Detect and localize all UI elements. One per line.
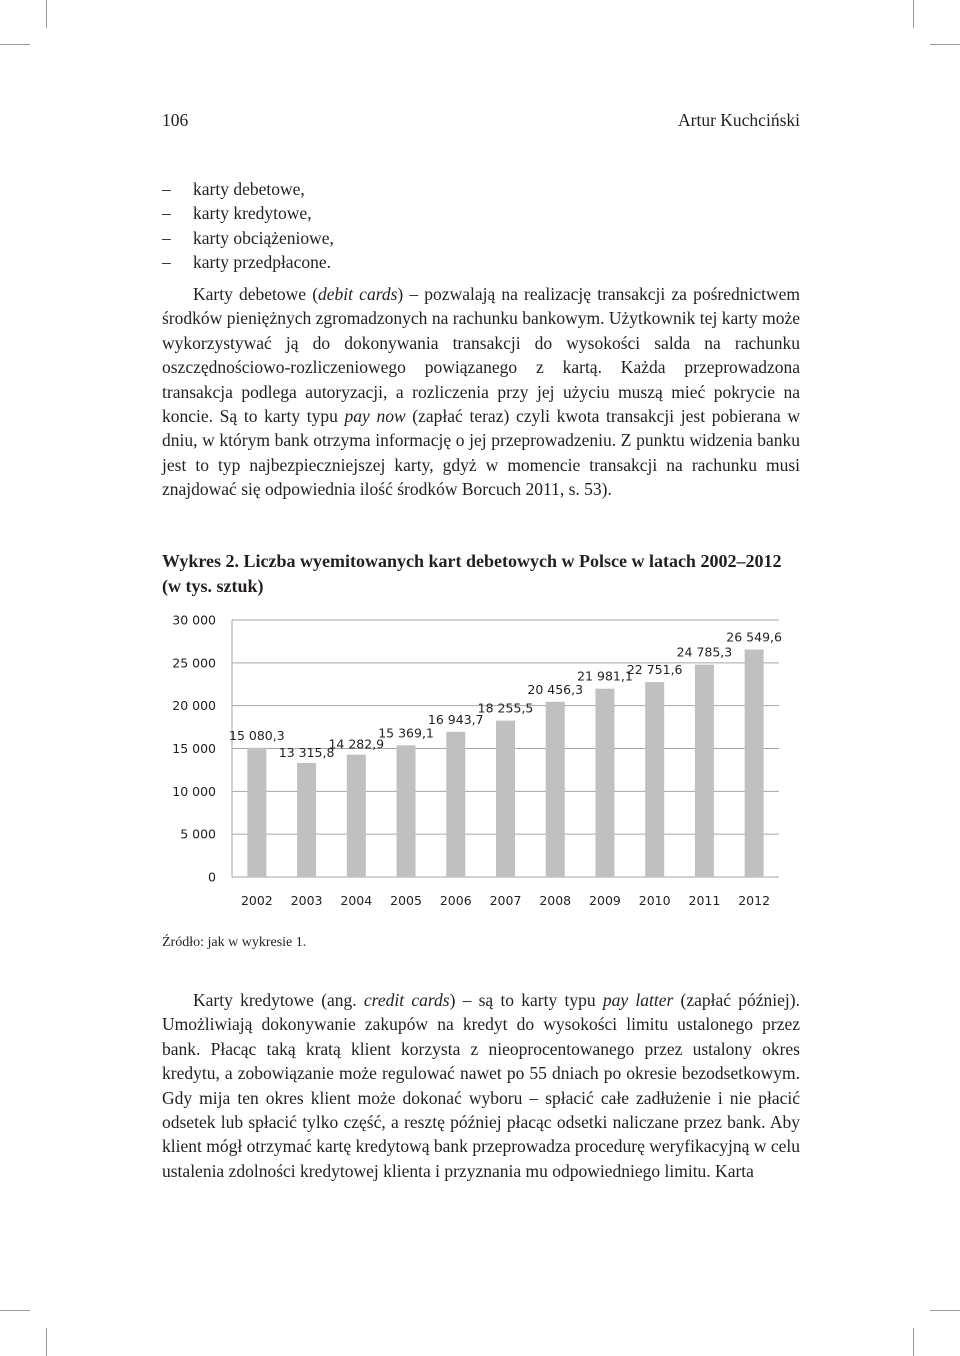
y-tick-label: 0 [208, 869, 216, 885]
crop-mark [913, 1328, 914, 1356]
bar [347, 755, 366, 877]
crop-mark [0, 44, 30, 45]
x-tick-label: 2005 [390, 893, 422, 908]
data-label: 14 282,9 [328, 736, 385, 752]
debit-cards-bar-chart [162, 607, 792, 917]
running-header [162, 110, 800, 134]
y-tick-label: 30 000 [172, 612, 216, 628]
bar [496, 721, 515, 877]
y-tick-label: 20 000 [172, 698, 216, 714]
card-types-list [162, 177, 800, 275]
y-tick-label: 25 000 [172, 655, 216, 671]
figure-title: Wykres 2. Liczba wyemitowanych kart debetowych w Polsce w latach 2002–2012 (w tys. sztuk) [162, 551, 782, 596]
x-tick-label: 2009 [589, 893, 621, 908]
crop-mark [930, 1310, 960, 1311]
x-tick-label: 2010 [638, 893, 671, 908]
bar [546, 702, 565, 877]
list-item: – karty kredytowe, [162, 203, 312, 224]
credit-cards-paragraph: Karty kredytowe (ang. credit cards) – są to karty typu pay latter (zapłać później). Umożliwiają dokonywanie zakupów na kredyt do wysokości limitu ustalonego przez bank. Płacąc taką kratą klient korzysta z nieoprocentowanego przez ustalony okres kredytu, a zobowiązanie może regulować nawet po 55 dniach po okresie bezodsetkowym. Gdy mija ten okres klient może dokonać wyboru – spłacić całe zadłużenie i nie płacić odsetek lub spłacić tylko część, a resztę później płacąc odsetki naliczane przez bank. Aby klient mógł otrzymać kartę kredytową bank przeprowadza procedurę weryfikacyjną w celu ustalenia zdolności kredytowej klienta i przyznania mu odpowiedniego limitu. Karta [162, 990, 800, 1181]
data-label: 26 549,6 [726, 629, 782, 645]
data-label: 13 315,8 [278, 744, 335, 760]
bar [745, 650, 764, 877]
x-tick-label: 2012 [738, 893, 771, 908]
list-item: – karty debetowe, [162, 179, 305, 199]
crop-mark [0, 1310, 30, 1311]
list-item: – karty przedpłacone. [162, 252, 331, 273]
crop-mark [913, 0, 914, 28]
bar [247, 748, 266, 877]
data-label: 20 456,3 [527, 681, 584, 697]
x-tick-label: 2002 [240, 893, 273, 908]
bar [446, 732, 465, 877]
y-tick-label: 5 000 [180, 826, 216, 842]
running-author: Artur Kuchciński [678, 110, 800, 130]
data-label: 18 255,5 [477, 700, 534, 716]
crop-mark [46, 0, 47, 28]
bar [645, 682, 664, 877]
data-label: 21 981,1 [577, 668, 633, 684]
x-tick-label: 2006 [439, 893, 472, 908]
figure-source: Źródło: jak w wykresie 1. [162, 935, 307, 950]
list-item: – karty obciążeniowe, [162, 227, 334, 248]
x-tick-label: 2003 [290, 893, 323, 908]
data-label: 16 943,7 [427, 711, 484, 727]
bar [397, 745, 416, 877]
data-label: 22 751,6 [626, 662, 683, 678]
bar [695, 665, 714, 877]
x-tick-label: 2004 [340, 893, 373, 908]
debit-cards-paragraph: Karty debetowe (debit cards) – pozwalają na realizację transakcji za pośrednictwem środków pieniężnych zgromadzonych na rachunku bankowym. Użytkownik tej karty może wykorzystywać ją do dokonywania transakcji do wysokości salda na rachunku oszczędnościowo-rozliczeniowego powiązanego z kartą. Każda przeprowadzona transakcja podlega autoryzacji, a rozliczenia przy jej użyciu muszą mieć pokrycie na koncie. Są to karty typu pay now (zapłać teraz) czyli kwota transakcji jest pobierana w dniu, w którym bank otrzyma informację o jej przeprowadzeniu. Z punktu widzenia banku jest to typ najbezpieczniejszej karty, gdyż w momencie transakcji na rachunku musi znajdować się odpowiednia ilość środków Borcuch 2011, s. 53). [162, 284, 801, 500]
crop-mark [46, 1328, 47, 1356]
crop-mark [930, 44, 960, 45]
data-label: 15 369,1 [378, 725, 434, 741]
bar [297, 763, 316, 877]
x-tick-label: 2008 [539, 893, 572, 908]
data-label: 15 080,3 [229, 727, 285, 743]
y-tick-label: 15 000 [172, 741, 216, 756]
x-tick-label: 2007 [489, 893, 522, 908]
page-number: 106 [162, 110, 189, 130]
data-label: 24 785,3 [676, 644, 733, 660]
x-tick-label: 2011 [688, 893, 721, 908]
y-tick-label: 10 000 [172, 783, 216, 799]
bar [595, 689, 614, 877]
